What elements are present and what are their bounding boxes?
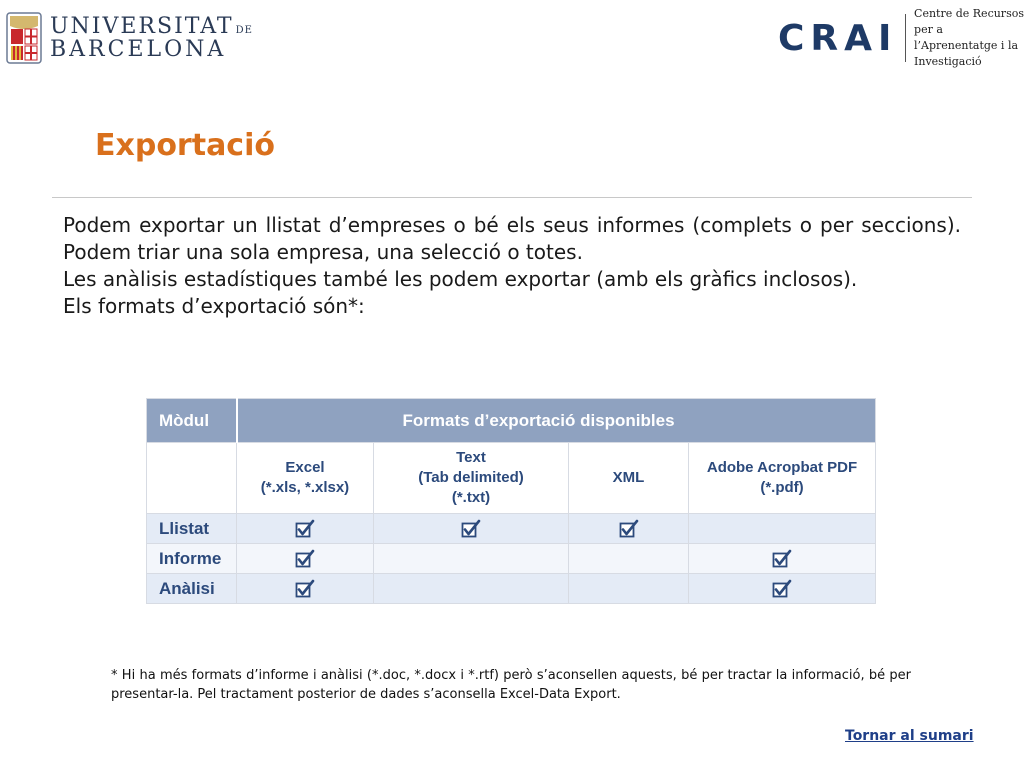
format-text-name: Text	[456, 449, 486, 466]
check-cell	[689, 544, 876, 574]
table-row	[147, 544, 876, 574]
export-formats-table	[146, 398, 875, 600]
format-header-empty	[147, 443, 237, 514]
paragraph-2: Les anàlisis estadístiques també les podem exportar (amb els gràfics inclosos).	[63, 267, 858, 291]
table-row	[147, 574, 876, 604]
intro-text	[63, 212, 961, 320]
format-excel-name: Excel	[285, 459, 325, 476]
crai-desc-line2: l’Aprenentatge i la Investigació	[914, 39, 1019, 68]
crai-divider	[905, 14, 906, 62]
format-header-excel	[237, 443, 374, 514]
row-label-analisi: Anàlisi	[147, 574, 237, 604]
check-cell	[374, 574, 569, 604]
check-cell	[569, 544, 689, 574]
footnote: * Hi ha més formats d’informe i anàlisi (*.doc, *.docx i *.rtf) però s’aconsellen aquests, bé per tractar la informació, bé per presentar-la. Pel tractament posterior de dades s’aconsella Excel-Data Export.	[111, 668, 911, 702]
ub-logo	[6, 10, 253, 66]
checkbox-checked-icon	[295, 549, 315, 569]
back-to-summary-link[interactable]: Tornar al sumari	[845, 728, 974, 744]
header-module: Mòdul	[147, 399, 237, 443]
row-label-llistat: Llistat	[147, 514, 237, 544]
format-header-xml	[569, 443, 689, 514]
format-xml-name: XML	[612, 469, 645, 486]
checkbox-checked-icon	[461, 519, 481, 539]
page-title: Exportació	[95, 128, 275, 163]
check-cell	[689, 514, 876, 544]
check-cell	[237, 544, 374, 574]
check-cell	[374, 514, 569, 544]
crai-logo	[778, 7, 1024, 68]
paragraph-3: Els formats d’exportació són*:	[63, 294, 365, 318]
format-text-ext: (*.txt)	[451, 489, 491, 506]
row-label-informe: Informe	[147, 544, 237, 574]
check-cell	[237, 574, 374, 604]
paragraph-1: Podem exportar un llistat d’empreses o bé els seus informes (complets o per seccions). Podem triar una sola empresa, una selecció o totes.	[63, 213, 961, 264]
checkbox-checked-icon	[772, 549, 792, 569]
format-text-desc: (Tab delimited)	[418, 469, 524, 486]
checkbox-checked-icon	[295, 579, 315, 599]
checkbox-checked-icon	[295, 519, 315, 539]
ub-wordmark	[50, 15, 253, 61]
checkbox-checked-icon	[619, 519, 639, 539]
ub-line1-suffix: DE	[235, 24, 253, 36]
format-excel-ext: (*.xls, *.xlsx)	[260, 479, 350, 496]
format-header-pdf	[689, 443, 876, 514]
crai-description	[914, 6, 1024, 70]
check-cell	[237, 514, 374, 544]
check-cell	[569, 574, 689, 604]
ub-shield-icon	[6, 12, 42, 64]
ub-line1: UNIVERSITAT	[50, 13, 234, 39]
crai-mark: CRAI	[778, 17, 898, 59]
format-pdf-name: Adobe Acropbat PDF	[706, 459, 858, 476]
check-cell	[689, 574, 876, 604]
checkbox-checked-icon	[772, 579, 792, 599]
table-row	[147, 514, 876, 544]
check-cell	[569, 514, 689, 544]
format-header-text	[374, 443, 569, 514]
crai-desc-line1: Centre de Recursos per a	[914, 7, 1024, 37]
header-formats: Formats d’exportació disponibles	[237, 399, 876, 443]
format-pdf-ext: (*.pdf)	[760, 479, 804, 496]
check-cell	[374, 544, 569, 574]
title-divider	[52, 197, 972, 198]
ub-line2: BARCELONA	[50, 37, 227, 62]
